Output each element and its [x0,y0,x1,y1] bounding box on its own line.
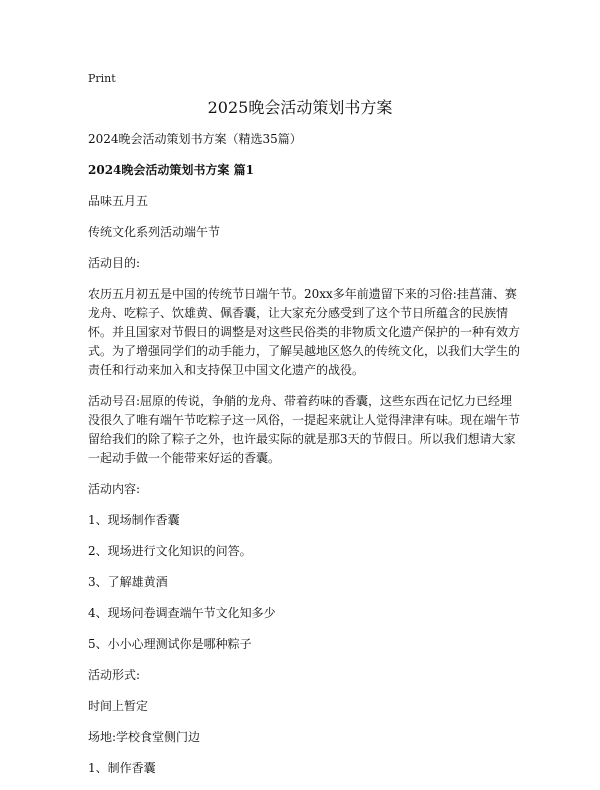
venue-line: 场地:学校食堂侧门边 [88,730,201,744]
time-line: 时间上暂定 [88,699,149,713]
make-sachet-item: 1、制作香囊 [88,761,156,775]
theme-line: 品味五月五 [88,194,149,208]
list-item: 3、了解雄黄酒 [88,575,168,589]
list-item: 5、小小心理测试你是哪种粽子 [88,637,252,651]
form-label: 活动形式: [88,668,141,682]
print-label: Print [88,72,116,85]
document-title: 2025晚会活动策划书方案 [207,98,393,117]
list-item: 4、现场问卷调查端午节文化知多少 [88,606,276,620]
section-heading: 2024晚会活动策划书方案 篇1 [88,163,254,177]
list-item: 2、现场进行文化知识的问答。 [88,544,252,558]
slogan-paragraph: 活动号召:屈原的传说，争艄的龙舟、带着药味的香囊，这些东西在记忆力已经埋没很久了唯有端午节吃粽子这一风俗，一提起来就让人觉得津津有味。现在端午节留给我们的除了粽子之外，也许最实际的就是那3天的节假日。所以我们想请大家一起动手做一个能带来好运的香囊。 [88,394,521,465]
document-subtitle: 2024晚会活动策划书方案（精选35篇） [88,132,302,146]
purpose-paragraph: 农历五月初五是中国的传统节日端午节。20xx多年前遗留下来的习俗:挂菖蒲、赛龙舟、吃粽子、饮雄黄、佩香囊，让大家充分感受到了这个节日所蕴含的民族情怀。并且国家对节假日的调整是对这些民俗类的非物质文化遗产保护的一种有效方式。为了增强同学们的动手能力，了解吴越地区悠久的传统文化，以我们大学生的责任和行动来加入和支持保卫中国文化遗产的战役。 [88,287,521,377]
document-body [88,130,520,790]
purpose-label: 活动目的: [88,256,141,270]
content-label: 活动内容: [88,482,141,496]
list-item: 1、现场制作香囊 [88,513,180,527]
activity-series-line: 传统文化系列活动端午节 [88,225,221,239]
